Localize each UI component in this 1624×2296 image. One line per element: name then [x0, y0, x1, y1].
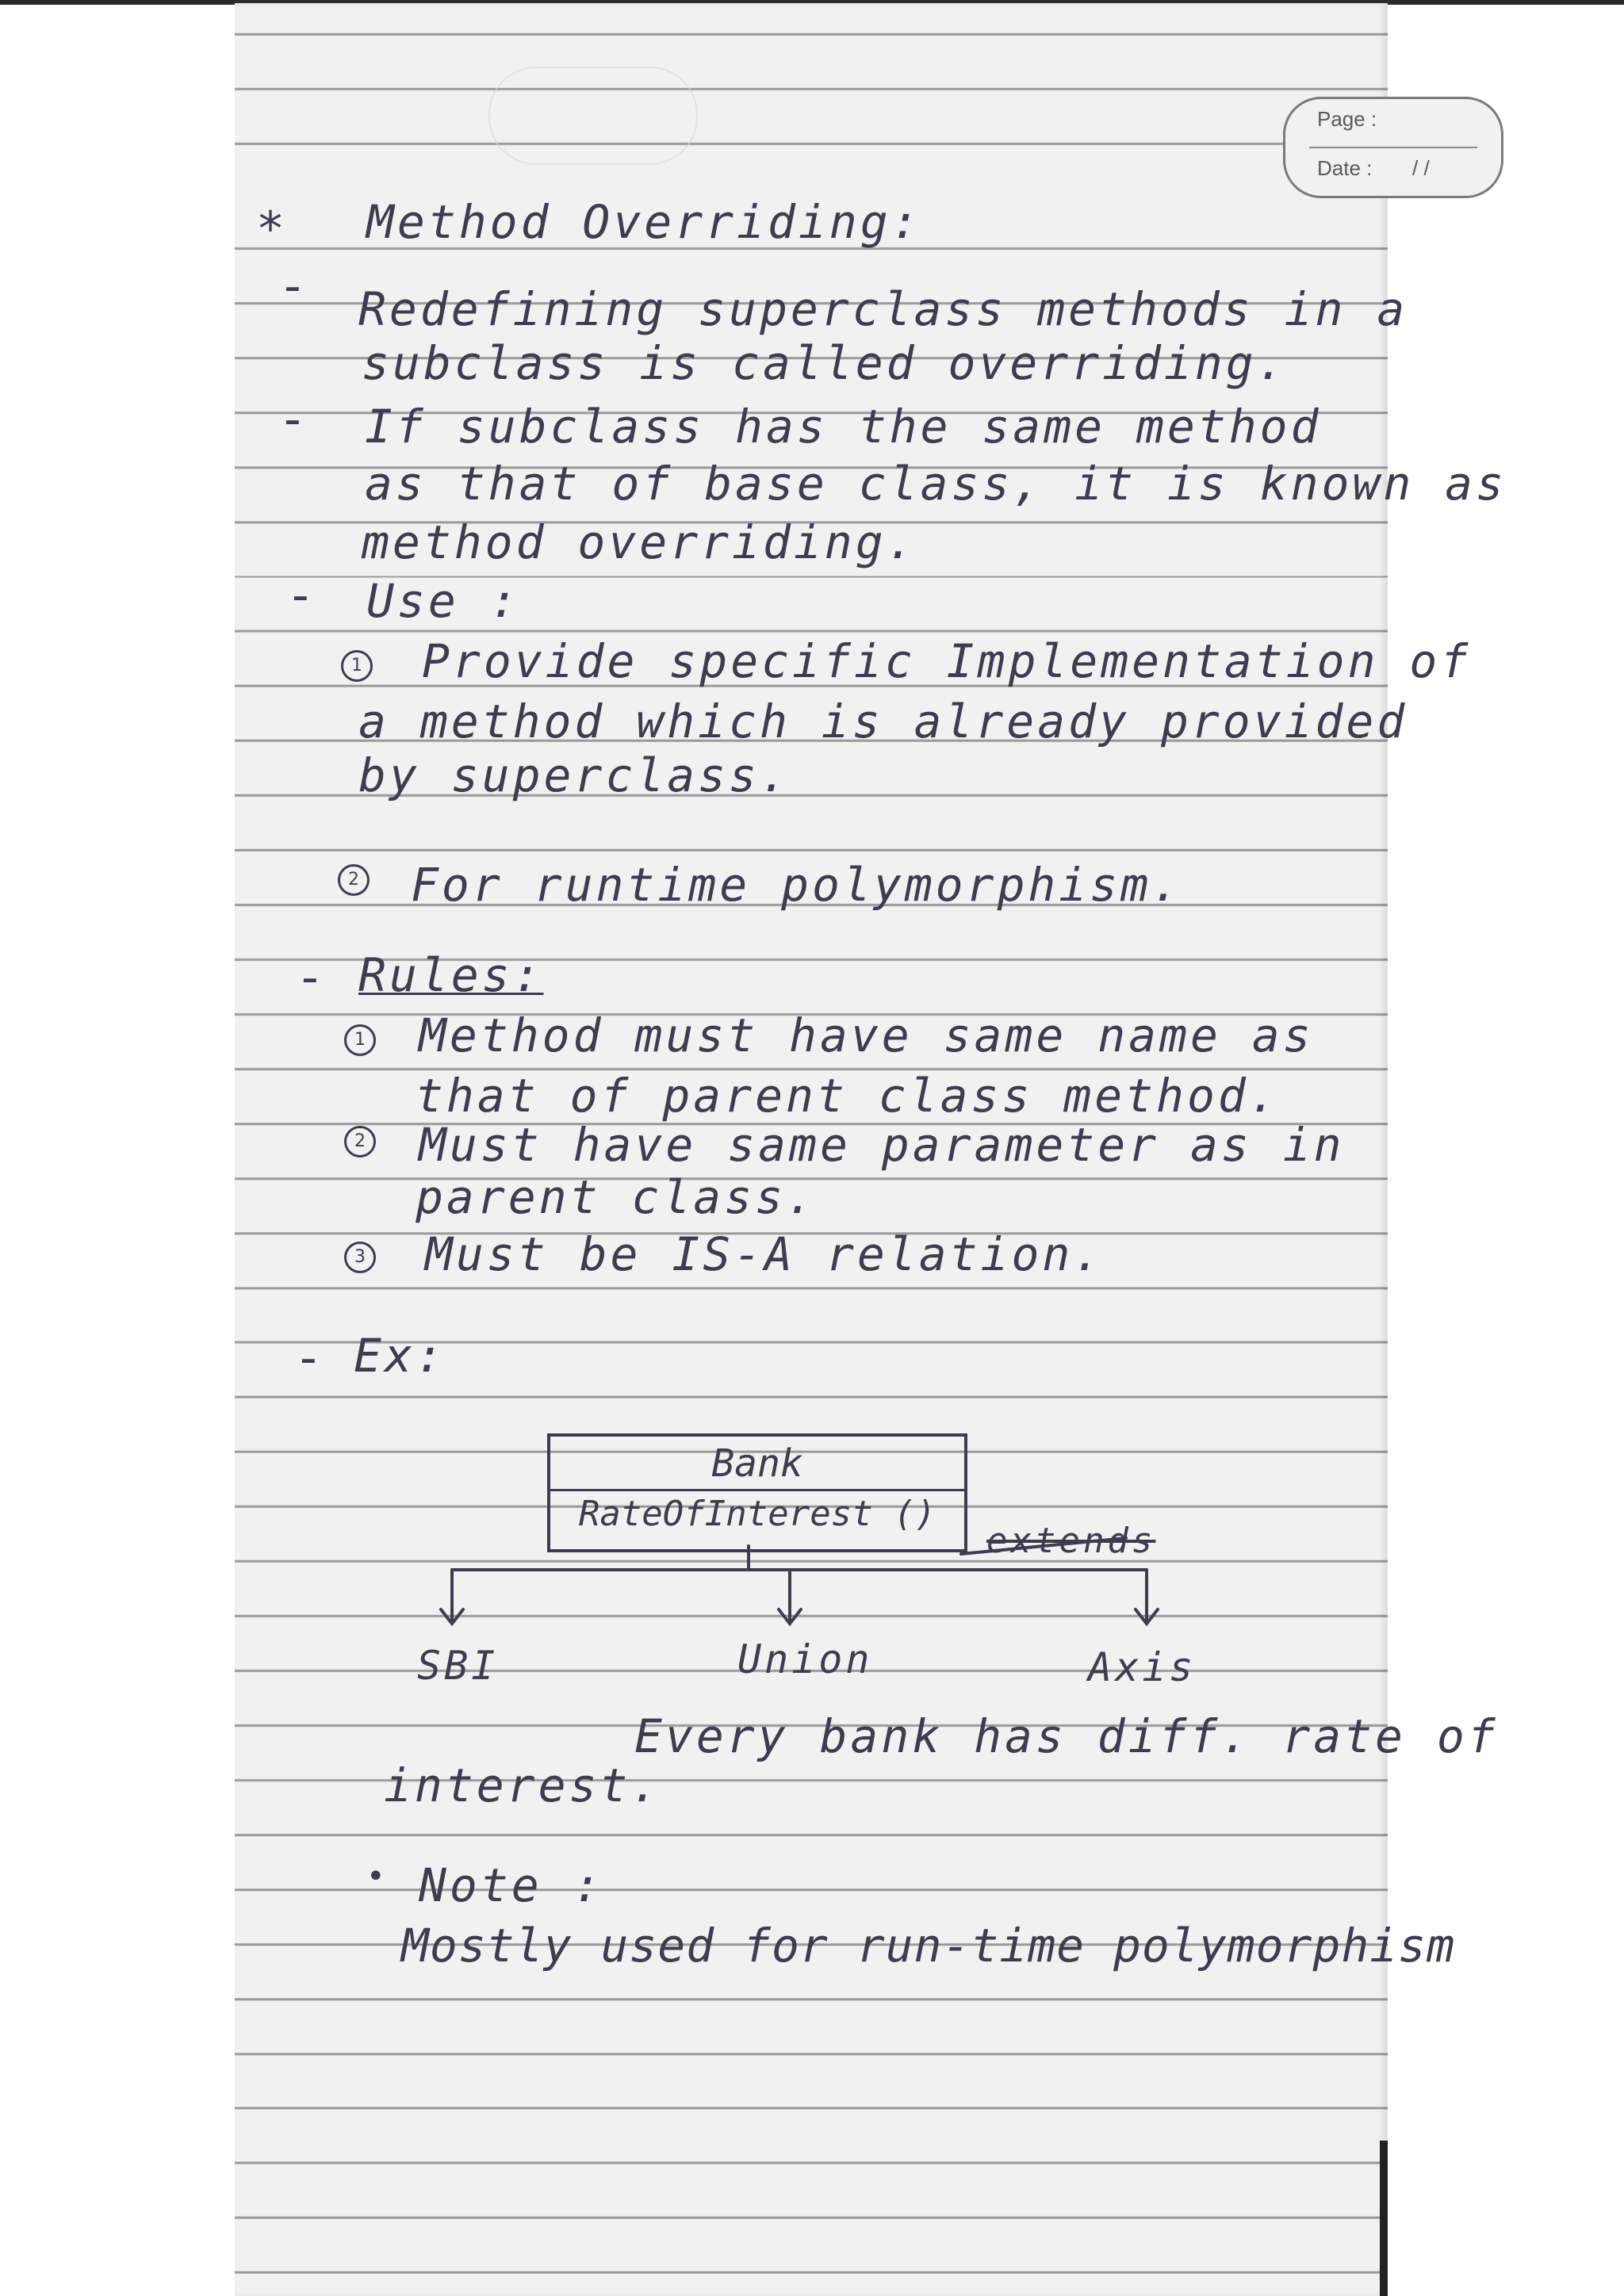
- point-2-line-1: If subclass has the same method: [365, 400, 1322, 453]
- use-item-1-line-3: by superclass.: [358, 748, 791, 802]
- rules-heading: Rules:: [358, 948, 544, 1002]
- rules-bullet: -: [301, 950, 319, 1005]
- note-heading: Note :: [419, 1858, 604, 1912]
- example-heading: Ex:: [354, 1329, 446, 1383]
- subclass-sbi: SBI: [417, 1643, 499, 1689]
- use-heading: Use :: [366, 574, 521, 628]
- bank-class-name: Bank: [711, 1441, 803, 1486]
- point-2-bullet: -: [284, 392, 301, 447]
- rule-2-line-2: parent class.: [416, 1170, 817, 1224]
- point-1-line-2: subclass is called overriding.: [362, 336, 1288, 390]
- use-item-1-number: 1: [341, 650, 373, 682]
- use-item-2-line-1: For runtime polymorphism.: [411, 858, 1182, 912]
- example-caption-line-2: interest.: [384, 1758, 662, 1812]
- point-2-line-3: method overriding.: [362, 515, 917, 569]
- use-item-1-line-2: a method which is already provided: [358, 695, 1408, 748]
- rule-1-number: 1: [344, 1024, 376, 1056]
- use-item-1-line-1: Provide specific Implementation of: [422, 634, 1472, 688]
- point-2-line-2: as that of base class, it is known as: [365, 457, 1507, 511]
- rule-3-number: 3: [344, 1242, 376, 1273]
- use-bullet: -: [292, 568, 309, 623]
- rule-1-line-1: Method must have same name as: [419, 1008, 1314, 1062]
- bank-class-method: RateOfInterest (): [578, 1494, 936, 1534]
- extends-label: extends: [986, 1521, 1156, 1561]
- rule-2-number: 2: [344, 1126, 376, 1158]
- note-bullet: •: [366, 1858, 385, 1895]
- note-text: Mostly used for run-time polymorphism: [401, 1919, 1456, 1973]
- date-value: / /: [1412, 156, 1430, 180]
- page-label: Page :: [1317, 107, 1377, 131]
- rule-3-line-1: Must be IS-A relation.: [425, 1227, 1105, 1281]
- point-1-line-1: Redefining superclass methods in a: [358, 282, 1408, 336]
- rule-2-line-1: Must have same parameter as in: [419, 1118, 1345, 1172]
- background-edge-right: [1380, 2141, 1388, 2296]
- subclass-union: Union: [737, 1636, 873, 1682]
- star-bullet: *: [259, 201, 282, 257]
- subclass-axis: Axis: [1088, 1644, 1197, 1690]
- example-caption-line-1: Every bank has diff. rate of: [634, 1709, 1499, 1763]
- rule-1-line-2: that of parent class method.: [416, 1069, 1280, 1123]
- point-1-bullet: -: [284, 258, 301, 314]
- page-title: Method Overriding:: [366, 195, 922, 249]
- use-item-2-number: 2: [338, 864, 370, 896]
- example-bullet: -: [300, 1330, 317, 1386]
- date-label: Date :: [1317, 156, 1373, 180]
